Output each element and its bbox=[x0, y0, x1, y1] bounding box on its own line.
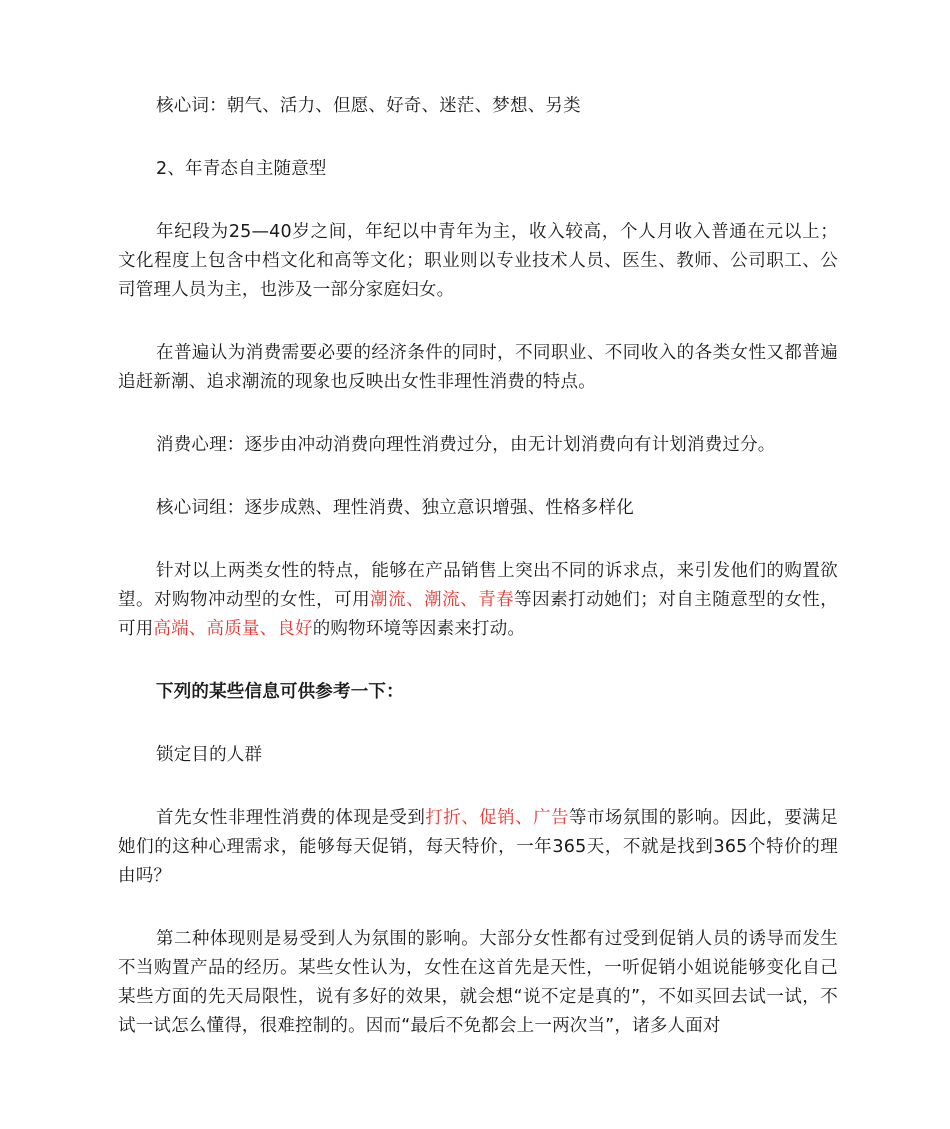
reference-heading: 下列的某些信息可供参考一下： bbox=[156, 682, 404, 702]
atmosphere-paragraph: 第二种体现则是易受到人为氛围的影响。大部分女性都有过受到促销人员的诱导而发生不当购置产品的经历。某些女性认为，女性在这首先是天性，一听促销小姐说能够变化自己某些方面的先天局限性，说有多好的效果，就会想“说不定是真的”，不如买回去试一试，不试一试怎么懂得，很难控制的。因而“最后不免都会上一两次当”，诸多人面对 bbox=[118, 929, 838, 1036]
highlight-promotion-words: 打折、促销、广告 bbox=[425, 808, 569, 828]
target-group-heading: 锁定目的人群 bbox=[156, 745, 263, 765]
strategy-text-2: 等因素打动她们；对自主随意型的女性，可用 bbox=[118, 590, 838, 639]
consumer-psychology-paragraph: 消费心理：逐步由冲动消费向理性消费过分，由无计划消费向有计划消费过分。 bbox=[156, 435, 776, 455]
highlight-quality-words: 高端、高质量、良好 bbox=[153, 619, 313, 639]
keywords-paragraph-2: 核心词组：逐步成熟、理性消费、独立意识增强、性格多样化 bbox=[156, 498, 634, 518]
promotion-text-2: 等市场氛围的影响。因此，要满足她们的这种心理需求，能够每天促销，每天特价，一年365天，不就是找到365个特价的理由吗？ bbox=[118, 808, 839, 886]
highlight-trend-words: 潮流、潮流、青春 bbox=[370, 590, 515, 610]
promotion-text-1: 首先女性非理性消费的体现是受到 bbox=[156, 808, 426, 828]
strategy-paragraph bbox=[118, 557, 838, 644]
section-heading-2: 2、年青态自主随意型 bbox=[156, 159, 327, 179]
document-page bbox=[118, 92, 838, 1075]
age-income-paragraph: 年纪段为25—40岁之间，年纪以中青年为主，收入较高，个人月收入普通在元以上；文化程度上包含中档文化和高等文化；职业则以专业技术人员、医生、教师、公司职工、公司管理人员为主，也涉及一部分家庭妇女。 bbox=[118, 222, 838, 300]
fashion-trend-paragraph: 在普遍认为消费需要必要的经济条件的同时，不同职业、不同收入的各类女性又都普遍追赶新潮、追求潮流的现象也反映出女性非理性消费的特点。 bbox=[118, 343, 838, 392]
promotion-paragraph bbox=[118, 804, 838, 891]
keywords-paragraph-1: 核心词：朝气、活力、但愿、好奇、迷茫、梦想、另类 bbox=[156, 96, 581, 116]
strategy-text-3: 的购物环境等因素来打动。 bbox=[312, 619, 526, 639]
strategy-text-1: 针对以上两类女性的特点，能够在产品销售上突出不同的诉求点，来引发他们的购置欲望。对购物冲动型的女性，可用 bbox=[118, 561, 838, 610]
